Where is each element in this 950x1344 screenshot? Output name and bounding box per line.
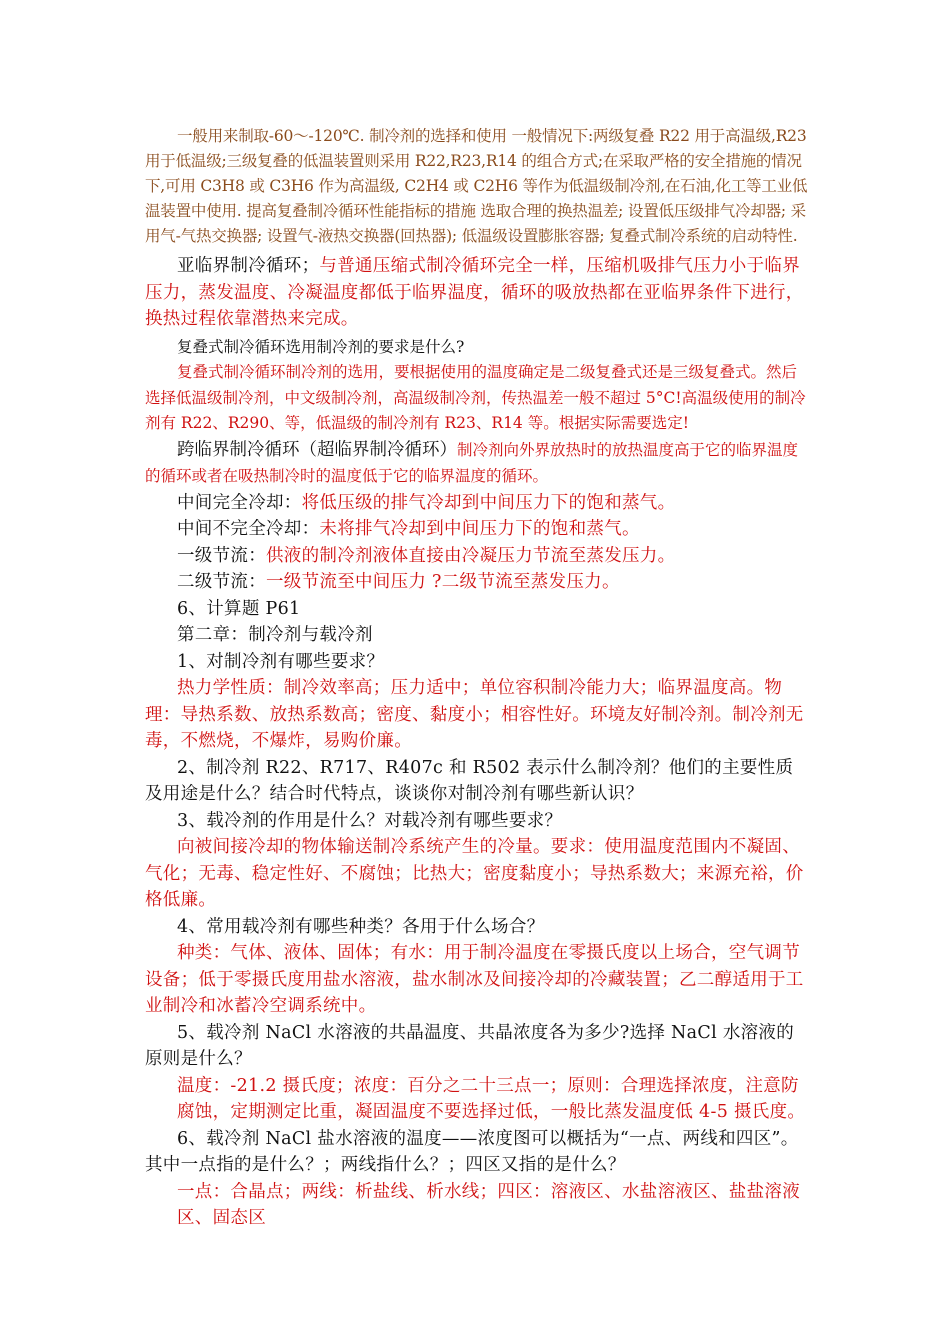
term-label: 中间完全冷却：	[177, 492, 302, 513]
answer-6: 一点：合晶点；两线：析盐线、析水线；四区：溶液区、水盐溶液区、盐盐溶液区、固态区	[177, 1181, 800, 1228]
term-label: 跨临界制冷循环（超临界制冷循环）	[177, 439, 457, 460]
term-definition: 一级节流至中间压力 ?二级节流至蒸发压力。	[266, 572, 620, 592]
term-definition: 与普通压缩式制冷循环完全一样，压缩机吸排气压力小于临界压力，蒸发温度、冷凝温度都低于临界温度，循环的吸放热都在亚临界条件下进行，换热过程依靠潜热来完成。	[145, 256, 804, 329]
transcritical-cycle-paragraph	[145, 437, 810, 490]
full-intercooling-paragraph	[145, 490, 810, 517]
term-label: 中间不完全冷却：	[177, 519, 320, 539]
term-definition: 制冷剂向外界放热时的放热温度高于它的临界温度的循环或者在吸热制冷时的温度低于它的临界温度的循环。	[145, 440, 799, 485]
term-definition: 将低压级的排气冷却到中间压力下的饱和蒸气。	[301, 492, 676, 513]
term-definition: 未将排气冷却到中间压力下的饱和蒸气。	[319, 519, 640, 539]
answer-3: 向被间接冷却的物体输送制冷系统产生的冷量。要求：使用温度范围内不凝固、气化；无毒、稳定性好、不腐蚀；比热大；密度黏度小；导热系数大；来源充裕，价格低廉。	[145, 837, 804, 910]
term-label: 一级节流：	[177, 545, 266, 566]
document-body	[145, 124, 810, 1232]
question-4: 4、常用载冷剂有哪些种类？各用于什么场合？	[177, 916, 545, 937]
question-3: 3、载冷剂的作用是什么？对载冷剂有哪些要求？	[177, 810, 563, 831]
question-6: 6、载冷剂 NaCl 盐水溶液的温度——浓度图可以概括为“一点、两线和四区”。其中一点指的是什么？；两线指什么？；四区又指的是什么？	[145, 1128, 799, 1175]
subcritical-cycle-paragraph	[145, 253, 810, 333]
cascade-refrigerant-paragraph: 一般用来制取-60～-120℃. 制冷剂的选择和使用 一般情况下:两级复叠 R22 用于高温级,R23 用于低温级;三级复叠的低温装置则采用 R22,R23,R14 的组合方式;在采取严格的安全措施的情况下,可用 C3H8 或 C3H6 作为高温级, C2H4 或 C2H6 等作为低温级制冷剂,在石油,化工等工业低温装置中使用. 提高复叠制冷循环性能指标的措施 选取合理的换热温差; 设置低压级排气冷却器; 采用气-气热交换器; 设置气-液热交换器(回热器); 低温级设置膨胀容器; 复叠式制冷系统的启动特性.	[145, 127, 808, 245]
partial-intercooling-paragraph	[145, 516, 810, 543]
answer-1: 热力学性质：制冷效率高；压力适中；单位容积制冷能力大；临界温度高。物理：导热系数、放热系数高；密度、黏度小；相容性好。环境友好制冷剂。制冷剂无毒，不燃烧，不爆炸，易购价廉。	[145, 678, 804, 751]
term-label: 二级节流：	[177, 572, 266, 592]
term-definition: 供液的制冷剂液体直接由冷凝压力节流至蒸发压力。	[266, 545, 676, 566]
chapter-heading: 第二章：制冷剂与载冷剂	[177, 625, 373, 645]
answer-5: 温度：-21.2 摄氏度；浓度：百分之二十三点一；原则：合理选择浓度，注意防腐蚀，定期测定比重，凝固温度不要选择过低，一般比蒸发温度低 4-5 摄氏度。	[177, 1075, 806, 1122]
question-cascade-refrigerant: 复叠式制冷循环选用制冷剂的要求是什么?	[177, 337, 465, 356]
single-throttling-paragraph	[145, 543, 810, 570]
calculation-item: 6、计算题 P61	[177, 598, 301, 619]
question-5: 5、载冷剂 NaCl 水溶液的共晶温度、共晶浓度各为多少?选择 NaCl 水溶液的原则是什么？	[145, 1022, 795, 1069]
question-1: 1、对制冷剂有哪些要求？	[177, 651, 385, 672]
answer-cascade-refrigerant: 复叠式制冷循环制冷剂的选用，要根据使用的温度确定是二级复叠式还是三级复叠式。然后选择低温级制冷剂，中文级制冷剂，高温级制冷剂，传热温差一般不超过 5°C!高温级使用的制冷剂有 R22、R290、等，低温级的制冷剂有 R23、R14 等。根据实际需要选定!	[145, 363, 806, 432]
term-label: 亚临界制冷循环；	[177, 256, 320, 276]
two-stage-throttling-paragraph	[145, 569, 810, 596]
question-2: 2、制冷剂 R22、R717、R407c 和 R502 表示什么制冷剂？他们的主要性质及用途是什么？结合时代特点，谈谈你对制冷剂有哪些新认识？	[145, 757, 794, 804]
answer-4: 种类：气体、液体、固体；有水：用于制冷温度在零摄氏度以上场合，空气调节设备；低于零摄氏度用盐水溶液，盐水制冰及间接冷却的冷藏装置；乙二醇适用于工业制冷和冰蓄冷空调系统中。	[145, 943, 804, 1016]
